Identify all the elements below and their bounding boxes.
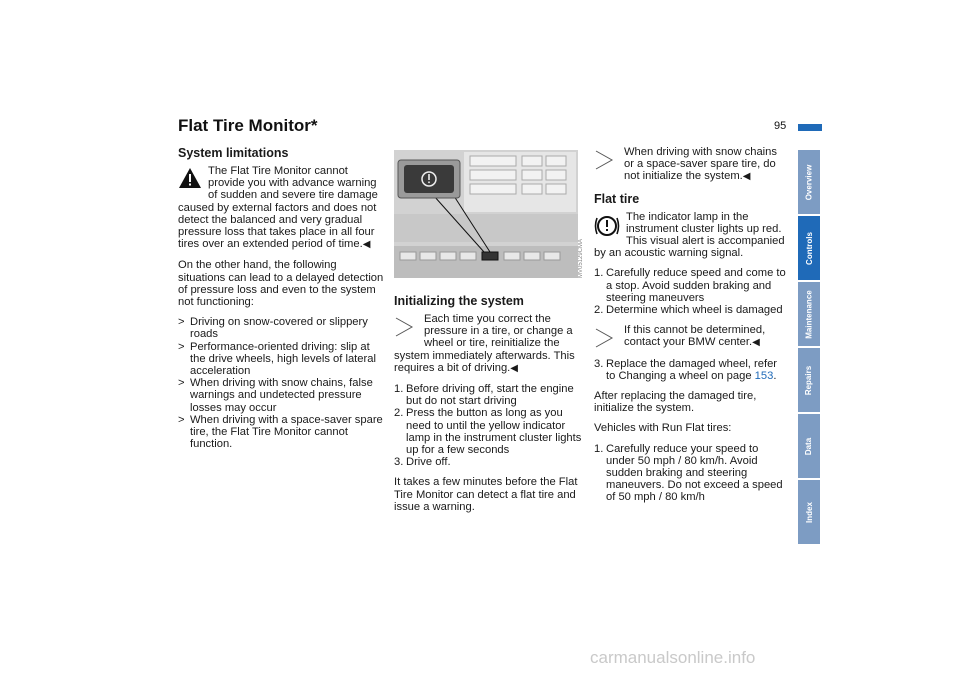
list-item — [394, 407, 584, 456]
page-title: Flat Tire Monitor* — [178, 116, 318, 135]
tab-label: Data — [804, 437, 814, 455]
initializing-note-text: Each time you correct the pressure in a tire, or change a wheel or tire, reinitialize the system immediately afterwards. This requires a bit of driving. — [394, 313, 575, 374]
list-item-text: When driving with a space-saver spare tire, the Flat Tire Monitor cannot function. — [190, 413, 383, 451]
end-mark: ◀ — [510, 362, 518, 374]
column-initializing — [394, 294, 584, 521]
run-flat-paragraph: Vehicles with Run Flat tires: — [594, 422, 732, 435]
tab-maintenance[interactable] — [798, 282, 820, 346]
tab-repairs[interactable] — [798, 348, 820, 412]
warning-text: The Flat Tire Monitor cannot provide you with advance warning of sudden and severe tire damage caused by external factors and does not detect the balanced and very gradual pressure loss that takes place in all four tires over an extended period of time. — [178, 165, 378, 251]
snow-chains-note-text: When driving with snow chains or a space-saver spare tire, do not initialize the system. — [624, 146, 777, 183]
page-number: 95 — [774, 120, 787, 132]
tab-controls[interactable] — [798, 216, 820, 280]
heading-system-limitations: System limitations — [178, 146, 289, 160]
end-mark: ◀ — [752, 337, 760, 349]
list-item — [178, 414, 384, 451]
step-text: Before driving off, start the engine but do not start driving — [406, 383, 574, 408]
list-item — [594, 304, 788, 316]
bullet-marker: > — [178, 316, 185, 329]
bmw-center-note-text: If this cannot be determined, contact your BMW center. — [624, 324, 766, 349]
column-flat-tire — [594, 146, 788, 504]
step-number: 1. — [594, 442, 604, 455]
heading-flat-tire: Flat tire — [594, 191, 640, 206]
indicator-lamp-text: The indicator lamp in the instrument cluster lights up red. This visual alert is accompanied by an acoustic warning signal. — [594, 210, 785, 260]
step-number: 1. — [394, 383, 404, 396]
step-text: Replace the damaged wheel, refer to Changing a wheel on page — [606, 357, 778, 382]
figure-code: MV05129CMA — [578, 238, 584, 278]
tab-index[interactable] — [798, 480, 820, 544]
tire-pressure-lamp-icon — [594, 213, 620, 239]
tab-label: Index — [804, 501, 814, 523]
tab-overview[interactable] — [798, 150, 820, 214]
dashboard-illustration — [394, 150, 578, 278]
list-item — [178, 341, 384, 378]
limitations-list — [178, 316, 384, 450]
run-flat-steps — [594, 443, 788, 504]
step-number: 2. — [394, 407, 404, 420]
step-number: 3. — [594, 357, 604, 370]
list-item — [394, 456, 584, 468]
list-item — [178, 316, 384, 340]
flat-tire-steps — [594, 267, 788, 316]
warning-note — [178, 165, 384, 251]
list-item — [394, 383, 584, 407]
step-text: Carefully reduce your speed to under 50 mph / 80 km/h. Avoid sudden braking and steering maneuvers. Do not exceed a speed of 50 mph / 80 km/h — [606, 442, 783, 504]
page-link-153[interactable]: 153 — [754, 369, 774, 382]
note-arrow-icon — [394, 315, 418, 337]
bullet-marker: > — [178, 413, 185, 426]
page-number-bar — [798, 124, 822, 131]
step-text: Drive off. — [406, 456, 451, 469]
step-tail: . — [773, 369, 777, 382]
dashboard-button-figure — [394, 150, 578, 278]
indicator-lamp-note — [594, 211, 788, 260]
tab-label: Maintenance — [804, 289, 814, 339]
list-item-text: When driving with snow chains, false warnings and undetected pressure losses may occur — [190, 377, 373, 414]
list-item — [178, 377, 384, 414]
warning-triangle-icon — [178, 167, 202, 189]
watermark: carmanualsonline.info — [590, 648, 756, 667]
step-number: 3. — [394, 456, 404, 469]
initializing-note — [394, 313, 584, 375]
snow-chains-note — [594, 146, 788, 184]
column-system-limitations — [178, 146, 384, 450]
limitations-paragraph: On the other hand, the following situations can lead to a delayed detection of pressure loss and even to the system not functioning: — [178, 259, 384, 309]
tab-label: Repairs — [804, 365, 814, 395]
step-number: 2. — [594, 304, 604, 317]
list-item-text: Driving on snow-covered or slippery roads — [190, 316, 368, 341]
tab-label: Controls — [804, 231, 814, 265]
note-arrow-icon — [594, 326, 618, 348]
bmw-center-note — [594, 324, 788, 349]
step-text: Determine which wheel is damaged — [606, 304, 783, 317]
bullet-marker: > — [178, 340, 185, 353]
after-replacing-paragraph: After replacing the damaged tire, initialize the system. — [594, 390, 757, 415]
bullet-marker: > — [178, 377, 185, 390]
step-text: Carefully reduce speed and come to a stop. Avoid sudden braking and steering maneuvers — [606, 267, 786, 304]
tab-data[interactable] — [798, 414, 820, 478]
step-replace-wheel — [594, 358, 788, 382]
step-text: Press the button as long as you need to until the yellow indicator lamp in the instrument cluster lights up for a few seconds — [406, 407, 582, 457]
end-mark: ◀ — [742, 171, 751, 183]
tab-label: Overview — [804, 164, 814, 200]
initializing-steps — [394, 383, 584, 468]
list-item — [594, 267, 788, 304]
step-number: 1. — [594, 267, 604, 280]
initializing-paragraph: It takes a few minutes before the Flat Tire Monitor can detect a flat tire and issue a warning. — [394, 476, 578, 513]
end-mark: ◀ — [362, 239, 371, 251]
list-item-text: Performance-oriented driving: slip at the drive wheels, high levels of lateral acceleration — [190, 340, 376, 378]
list-item — [594, 443, 788, 504]
note-arrow-icon — [594, 148, 618, 170]
heading-initializing: Initializing the system — [394, 294, 524, 308]
